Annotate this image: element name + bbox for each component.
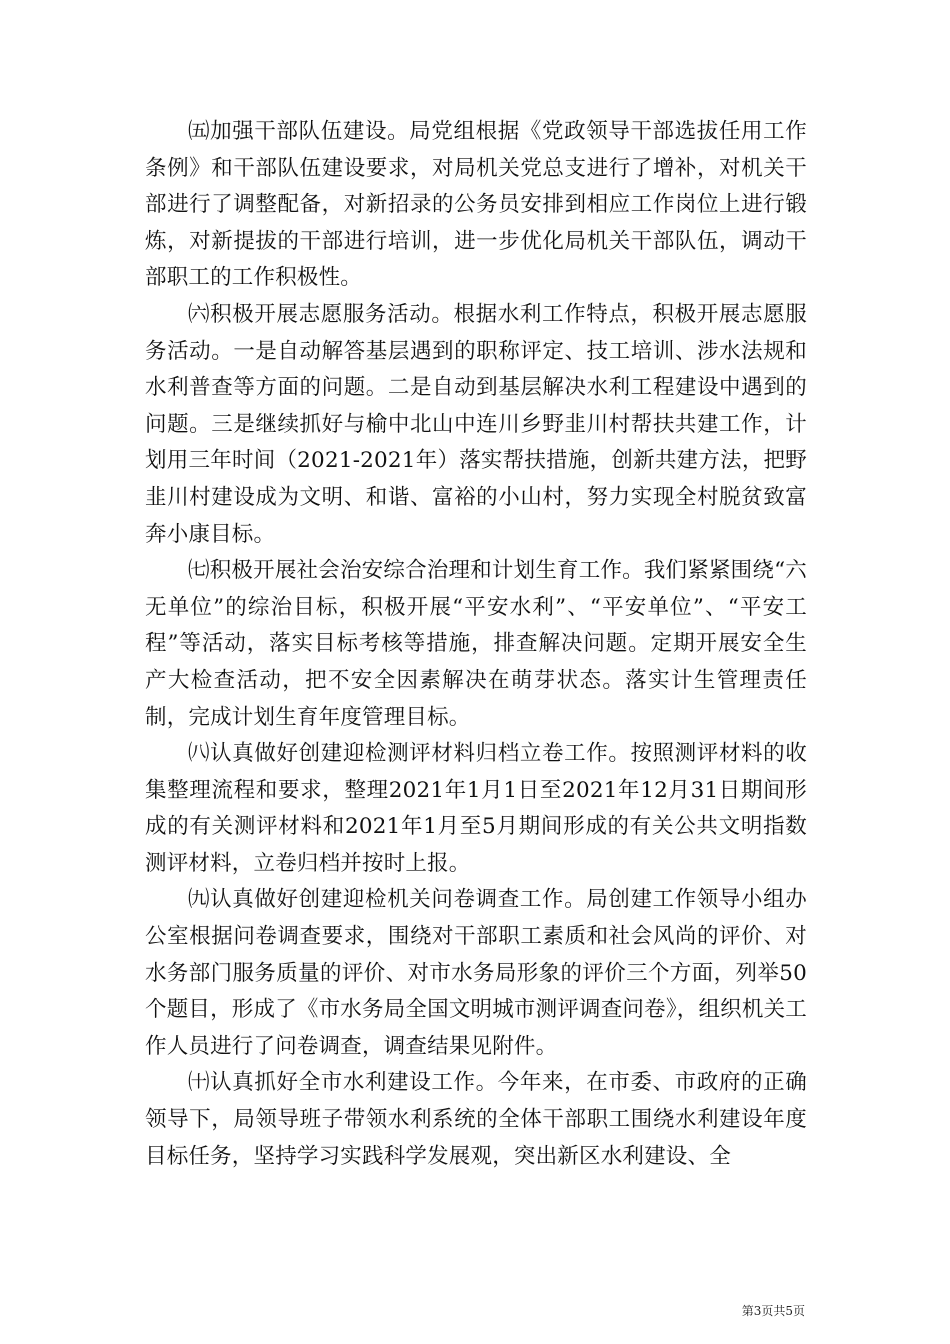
document-body bbox=[145, 114, 807, 1175]
paragraph-cadre-team-building: ㈤加强干部队伍建设。局党组根据《党政领导干部选拔任用工作条例》和干部队伍建设要求，对局机关党总支进行了增补，对机关干部进行了调整配备，对新招录的公务员安排到相应工作岗位上进行锻炼，对新提拔的干部进行培训，进一步优化局机关干部队伍，调动干部职工的工作积极性。 bbox=[145, 119, 807, 291]
paragraph-public-security: ㈦积极开展社会治安综合治理和计划生育工作。我们紧紧围绕“六无单位”的综治目标，积极开展“平安水利”、“平安单位”、“平安工程”等活动，落实目标考核等措施，排查解决问题。定期开展安全生产大检查活动，把不安全因素解决在萌芽状态。落实计生管理责任制，完成计划生育年度管理目标。 bbox=[145, 558, 807, 730]
paragraph-water-construction: ㈩认真抓好全市水利建设工作。今年来，在市委、市政府的正确领导下，局领导班子带领水利系统的全体干部职工围绕水利建设年度目标任务，坚持学习实践科学发展观，突出新区水利建设、全 bbox=[145, 1070, 807, 1169]
paragraph-questionnaire-survey: ㈨认真做好创建迎检机关问卷调查工作。局创建工作领导小组办公室根据问卷调查要求，围绕对干部职工素质和社会风尚的评价、对水务部门服务质量的评价、对市水务局形象的评价三个方面，列举50个题目，形成了《市水务局全国文明城市测评调查问卷》，组织机关工作人员进行了问卷调查，调查结果见附件。 bbox=[145, 887, 807, 1059]
paragraph-volunteer-service: ㈥积极开展志愿服务活动。根据水利工作特点，积极开展志愿服务活动。一是自动解答基层遇到的职称评定、技工培训、涉水法规和水利普查等方面的问题。二是自动到基层解决水利工程建设中遇到的问题。三是继续抓好与榆中北山中连川乡野韭川村帮扶共建工作，计划用三年时间（2021-2021年）落实帮扶措施，创新共建方法，把野韭川村建设成为文明、和谐、富裕的小山村，努力实现全村脱贫致富奔小康目标。 bbox=[145, 301, 807, 547]
paragraph-evaluation-archiving: ㈧认真做好创建迎检测评材料归档立卷工作。按照测评材料的收集整理流程和要求，整理2021年1月1日至2021年12月31日期间形成的有关测评材料和2021年1月至5月期间形成的有关公共文明指数测评材料，立卷归档并按时上报。 bbox=[145, 741, 807, 876]
page-number: 第3页共5页 bbox=[741, 1304, 805, 1318]
